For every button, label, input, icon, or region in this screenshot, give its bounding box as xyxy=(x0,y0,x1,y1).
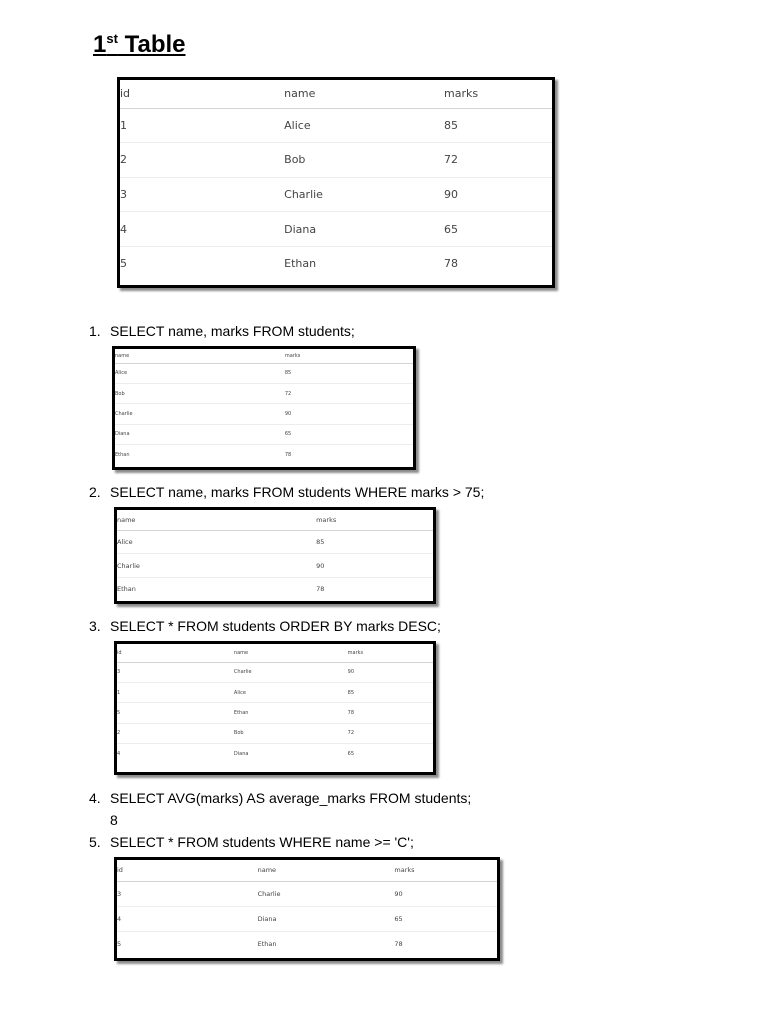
table-row xyxy=(120,177,552,212)
result-grid xyxy=(117,510,433,601)
column-header-id: id xyxy=(117,866,123,875)
query-sql: SELECT AVG(marks) AS average_marks FROM students; xyxy=(110,790,472,806)
cell-marks: 65 xyxy=(394,914,403,923)
cell-id: 5 xyxy=(117,939,122,948)
cell-name: Bob xyxy=(284,153,306,167)
table-row xyxy=(117,703,433,723)
cell-marks: 85 xyxy=(443,118,458,132)
page-title xyxy=(93,30,186,60)
column-header-marks: marks xyxy=(316,515,337,524)
cell-id: 3 xyxy=(117,889,122,898)
column-header-marks: marks xyxy=(284,352,301,359)
cell-id: 4 xyxy=(117,751,121,757)
cell-name: Ethan xyxy=(117,585,136,594)
table-row xyxy=(115,445,413,465)
table-row xyxy=(117,881,497,906)
column-header-marks: marks xyxy=(394,866,415,875)
students-table xyxy=(117,77,555,288)
cell-marks: 72 xyxy=(284,390,292,397)
table-header-row xyxy=(117,644,433,662)
query-4-result: 8 xyxy=(110,812,118,828)
cell-id: 5 xyxy=(117,709,121,716)
cell-marks: 78 xyxy=(347,709,355,716)
cell-marks: 90 xyxy=(443,187,458,201)
table-row xyxy=(117,662,433,682)
cell-id: 5 xyxy=(120,257,127,271)
query-5-result-table xyxy=(114,857,500,961)
cell-name: Bob xyxy=(115,390,125,397)
table-header-row xyxy=(117,860,497,881)
cell-marks: 78 xyxy=(394,939,403,948)
cell-name: Alice xyxy=(233,689,246,696)
cell-name: Ethan xyxy=(233,709,249,716)
table-header-row xyxy=(120,80,552,108)
cell-name: Ethan xyxy=(115,452,130,458)
cell-marks: 85 xyxy=(347,689,355,696)
table-row xyxy=(117,931,497,956)
query-2 xyxy=(89,483,484,501)
table-row xyxy=(120,108,552,143)
query-sql: SELECT * FROM students WHERE name >= 'C'; xyxy=(110,834,414,850)
cell-marks: 85 xyxy=(284,370,292,377)
cell-name: Diana xyxy=(115,431,130,438)
column-header-name: name xyxy=(284,87,316,101)
query-3 xyxy=(89,617,441,635)
table-header-row xyxy=(115,349,413,363)
query-number: 2. xyxy=(89,484,101,500)
cell-marks: 65 xyxy=(347,751,355,757)
cell-marks: 65 xyxy=(284,431,292,438)
table-row xyxy=(115,363,413,383)
title-superscript: st xyxy=(106,31,118,46)
cell-marks: 78 xyxy=(316,585,325,594)
result-grid xyxy=(117,860,497,956)
title-text-rest: Table xyxy=(117,31,186,58)
query-3-result-table xyxy=(114,641,436,775)
query-2-result-table xyxy=(114,507,436,604)
column-header-name: name xyxy=(257,866,277,875)
query-5 xyxy=(89,833,414,851)
cell-id: 2 xyxy=(117,730,121,737)
cell-marks: 78 xyxy=(284,452,292,458)
table-row xyxy=(115,383,413,403)
column-header-id: id xyxy=(120,87,131,101)
column-header-name: name xyxy=(117,515,136,524)
cell-name: Charlie xyxy=(233,669,252,676)
cell-marks: 65 xyxy=(443,222,458,236)
result-grid xyxy=(115,349,413,465)
cell-marks: 72 xyxy=(347,730,355,737)
table-row xyxy=(117,554,433,578)
cell-id: 1 xyxy=(120,118,127,132)
cell-name: Alice xyxy=(284,118,311,132)
table-row xyxy=(120,212,552,247)
cell-marks: 72 xyxy=(443,153,458,167)
column-header-marks: marks xyxy=(347,649,364,656)
table-row xyxy=(120,143,552,178)
query-number: 1. xyxy=(89,323,101,339)
query-number: 4. xyxy=(89,790,101,806)
cell-id: 4 xyxy=(120,222,127,236)
table-row xyxy=(120,246,552,281)
cell-marks: 90 xyxy=(394,889,403,898)
table-row xyxy=(117,744,433,764)
cell-id: 4 xyxy=(117,914,122,923)
cell-name: Ethan xyxy=(284,257,317,271)
column-header-marks: marks xyxy=(443,87,479,101)
cell-name: Ethan xyxy=(257,939,277,948)
table-row xyxy=(117,906,497,931)
query-1 xyxy=(89,322,355,340)
table-row xyxy=(117,682,433,702)
table-row xyxy=(115,424,413,444)
cell-marks: 90 xyxy=(316,561,325,570)
cell-name: Diana xyxy=(233,751,249,757)
query-number: 3. xyxy=(89,618,101,634)
cell-id: 3 xyxy=(120,187,127,201)
result-grid xyxy=(117,644,433,764)
students-table-grid xyxy=(120,80,552,281)
query-sql: SELECT name, marks FROM students WHERE marks > 75; xyxy=(110,484,485,500)
title-text: 1 xyxy=(93,31,107,58)
cell-name: Alice xyxy=(117,537,133,546)
table-row xyxy=(117,530,433,554)
table-row xyxy=(117,723,433,743)
table-row xyxy=(115,404,413,424)
cell-name: Charlie xyxy=(257,889,281,898)
query-number: 5. xyxy=(89,834,101,850)
cell-marks: 85 xyxy=(316,537,325,546)
cell-name: Charlie xyxy=(284,187,323,201)
query-4 xyxy=(89,789,471,807)
cell-marks: 90 xyxy=(347,669,355,676)
cell-name: Diana xyxy=(257,914,277,923)
cell-marks: 90 xyxy=(284,410,292,417)
query-sql: SELECT * FROM students ORDER BY marks DESC; xyxy=(110,618,441,634)
cell-name: Charlie xyxy=(117,561,140,570)
query-sql: SELECT name, marks FROM students; xyxy=(110,323,355,339)
column-header-name: name xyxy=(233,649,249,656)
cell-id: 1 xyxy=(117,689,121,696)
cell-marks: 78 xyxy=(443,257,458,271)
cell-name: Diana xyxy=(284,222,317,236)
table-header-row xyxy=(117,510,433,530)
cell-name: Alice xyxy=(115,370,128,377)
cell-id: 3 xyxy=(117,669,121,676)
table-row xyxy=(117,577,433,601)
cell-name: Bob xyxy=(233,730,244,737)
column-header-id: id xyxy=(117,649,122,656)
cell-id: 2 xyxy=(120,153,127,167)
column-header-name: name xyxy=(115,352,130,359)
query-1-result-table xyxy=(112,346,416,470)
cell-name: Charlie xyxy=(115,410,133,417)
